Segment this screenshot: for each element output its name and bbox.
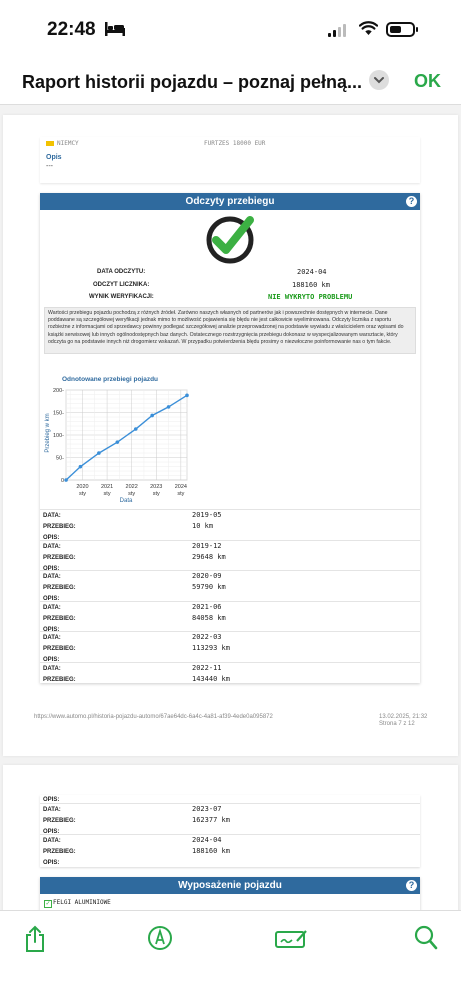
checkbox-checked-icon: ✓ (45, 901, 51, 907)
x-tick-label: sty (128, 491, 136, 497)
navigation-bar (0, 58, 461, 105)
help-icon[interactable]: ? (406, 880, 417, 891)
page-number: Strona 7 z 12 (379, 721, 415, 727)
data-point (79, 465, 83, 469)
chart-y-label: Przebieg w km (45, 413, 51, 453)
x-tick-label: 2022 (125, 484, 138, 490)
x-tick-label: sty (78, 491, 86, 497)
row-mileage-value: 113293 km (192, 644, 230, 652)
mileage-record-row (40, 601, 420, 633)
mileage-record-row (40, 662, 420, 694)
row-desc-label: OPIS: (43, 596, 60, 602)
row-desc-label: OPIS: (43, 657, 60, 663)
x-tick-label: sty (103, 491, 111, 497)
row-date-label: DATA: (43, 635, 61, 641)
row-date-label: DATA: (43, 837, 61, 844)
cellular-signal-icon (328, 23, 350, 37)
x-tick-label: 2024 (174, 484, 187, 490)
opis-label: Opis (46, 154, 62, 161)
data-point (185, 394, 189, 398)
row-mileage-value: 143440 km (192, 674, 230, 683)
x-tick-label: 2021 (100, 484, 114, 490)
reading-date-label: DATA ODCZYTU: (97, 269, 146, 275)
row-mileage-label: PRZEBIEG: (43, 524, 76, 530)
equipment-item: FELGI ALUMINIOWE (53, 899, 111, 906)
row-mileage-value: 59790 km (192, 583, 226, 591)
row-desc-label: OPIS: (43, 797, 60, 803)
row-mileage-label: PRZEBIEG: (43, 615, 76, 622)
y-tick-label: 200- (52, 388, 64, 394)
row-date-label: DATA: (43, 574, 61, 580)
data-point (150, 414, 154, 418)
mileage-disclaimer: Wartości przebiegu pojazdu pochodzą z różnych źródeł. Zarówno naszych własnych od partnerów jak i powszechnie dostępnych w internecie. Dane poddawane są szczegółowej weryfikacji jednak mimo to możliwość pojawienia się błędu nie jest całkowicie wyeliminowana. Odczyty licznika z raportu rozbieżne z informacjami od sprzedawcy powinny podlegać szczegółowej analizie przeprowadzonej na podstawie wywiadu z właścicielem oraz wpisami do książki serwisowej lub innych ogólnodostępnych baz danych. Ostatecznego rozstrzygnięcia przebiegu dokonasz w wyspecjalizowanym warsztacie, który odczyta go na podstawie innych niż drogomierz wskazań. W przypadku potwierdzenia błędu prosimy o niezwłoczne poinformowanie nas o tym fakcie. (44, 307, 416, 354)
row-mileage-label: PRZEBIEG: (43, 554, 76, 561)
price-value: FURTZES 18000 EUR (204, 140, 266, 147)
row-date-value: 2022-03 (192, 633, 222, 641)
mileage-record-row (40, 540, 420, 572)
mileage-chart (40, 370, 200, 508)
status-bar (0, 0, 461, 58)
mileage-section-title: Odczyty przebiegu (185, 196, 275, 207)
mileage-record-row (40, 570, 420, 602)
meter-reading-label: ODCZYT LICZNIKA: (93, 282, 150, 288)
row-mileage-value: 29648 km (192, 552, 226, 561)
x-tick-label: 2020 (76, 484, 89, 490)
x-tick-label: 2023 (150, 484, 163, 490)
flag-icon (46, 141, 54, 146)
row-mileage-label: PRZEBIEG: (43, 646, 76, 652)
verification-result: NIE WYKRYTO PROBLEMU (268, 293, 353, 301)
row-mileage-value: 162377 km (192, 816, 230, 824)
row-date-value: 2023-07 (192, 805, 222, 813)
markup-icon[interactable] (147, 925, 173, 951)
reading-date-value: 2024-04 (297, 268, 327, 276)
row-desc-label: OPIS: (43, 829, 60, 835)
document-title[interactable]: Raport historii pojazdu – poznaj pełną... (22, 72, 363, 92)
row-desc-label: OPIS: (43, 535, 60, 541)
help-icon[interactable]: ? (406, 196, 417, 207)
chart-x-label: Data (119, 498, 133, 504)
signature-icon[interactable] (275, 928, 308, 950)
row-date-label: DATA: (43, 665, 61, 672)
row-date-value: 2024-04 (192, 835, 222, 844)
share-icon[interactable] (24, 925, 46, 953)
data-point (116, 440, 120, 444)
row-date-label: DATA: (43, 604, 61, 611)
row-date-value: 2022-11 (192, 663, 222, 672)
title-menu-button[interactable] (369, 70, 389, 90)
mileage-record-row (40, 803, 420, 835)
wifi-icon (359, 21, 378, 36)
equipment-section-header (40, 877, 420, 894)
equipment-section-title: Wyposażenie pojazdu (178, 880, 282, 891)
row-desc-label: OPIS: (43, 859, 60, 866)
bed-icon (105, 22, 125, 36)
x-tick-label: sty (177, 491, 185, 497)
row-desc-label: OPIS: (43, 565, 60, 572)
row-mileage-value: 84058 km (192, 613, 226, 622)
row-date-label: DATA: (43, 543, 61, 550)
mileage-record-row (40, 509, 420, 541)
data-point (134, 427, 138, 431)
row-date-value: 2021-06 (192, 602, 222, 611)
done-button[interactable]: OK (414, 71, 441, 91)
country-label: NIEMCY (57, 140, 79, 147)
opis-value: --- (46, 163, 53, 170)
row-date-label: DATA: (43, 513, 61, 519)
row-date-label: DATA: (43, 807, 61, 813)
search-icon[interactable] (414, 925, 438, 951)
chevron-down-icon (369, 70, 389, 90)
row-mileage-value: 188160 km (192, 846, 230, 855)
row-mileage-label: PRZEBIEG: (43, 676, 76, 683)
previous-section-card (40, 137, 420, 183)
bottom-toolbar (0, 910, 461, 1000)
row-mileage-label: PRZEBIEG: (43, 818, 76, 824)
row-desc-label: OPIS: (43, 626, 60, 633)
page-url: https://www.automo.pl/historia-pojazdu-automo/67ae64dc-6a4c-4a81-af39-4ede0a095872 (34, 714, 273, 720)
row-mileage-value: 10 km (192, 522, 214, 530)
verified-check-icon (205, 215, 255, 265)
y-tick-label: 0 (60, 478, 64, 484)
battery-icon (386, 22, 415, 37)
x-tick-label: sty (152, 491, 160, 497)
equipment-section (40, 877, 420, 911)
verification-label: WYNIK WERYFIKACJI: (89, 294, 154, 300)
data-point (167, 405, 171, 409)
data-point (97, 451, 101, 455)
print-date: 13.02.2025, 21:32 (379, 714, 428, 720)
mileage-record-row (40, 834, 420, 866)
clock: 22:48 (47, 19, 96, 40)
mileage-section-header (40, 193, 420, 210)
y-tick-label: 150- (52, 410, 64, 417)
row-mileage-label: PRZEBIEG: (43, 585, 76, 591)
row-date-value: 2019-05 (192, 511, 222, 519)
y-tick-label: 100- (52, 433, 64, 439)
y-tick-label: 50- (56, 455, 64, 462)
chart-title: Odnotowane przebiegi pojazdu (61, 376, 159, 383)
row-date-value: 2019-12 (192, 541, 222, 550)
row-mileage-label: PRZEBIEG: (43, 848, 76, 855)
mileage-record-row (40, 631, 420, 663)
data-point (64, 478, 68, 482)
meter-reading-value: 188160 km (292, 281, 330, 289)
row-date-value: 2020-09 (192, 572, 222, 580)
